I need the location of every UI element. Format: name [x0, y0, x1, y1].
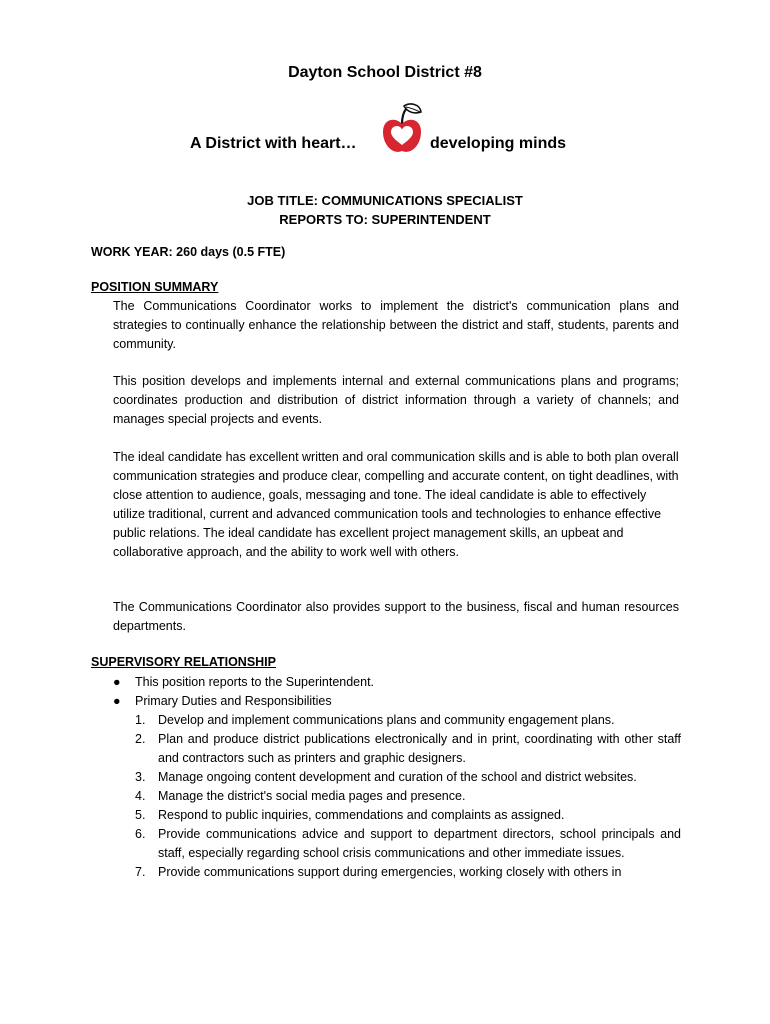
job-title: JOB TITLE: COMMUNICATIONS SPECIALIST — [247, 193, 523, 208]
duty-text: Develop and implement communications plans and community engagement plans. — [158, 713, 615, 727]
job-heading — [0, 191, 770, 229]
duty-number: 3. — [135, 770, 146, 784]
list-item — [91, 673, 681, 692]
apple-heart-logo-icon — [380, 102, 424, 158]
duty-number: 6. — [135, 827, 146, 841]
duties-list — [91, 711, 681, 882]
duty-number: 2. — [135, 732, 146, 746]
duty-item — [91, 863, 681, 882]
list-item — [91, 692, 681, 711]
tagline-right: developing minds — [430, 135, 567, 152]
duty-item — [91, 730, 681, 768]
duty-number: 1. — [135, 713, 146, 727]
tagline — [0, 102, 770, 162]
bullet-icon: ● — [113, 675, 121, 689]
duty-item — [91, 825, 681, 863]
bullet-text: This position reports to the Superintendent. — [135, 675, 375, 689]
duty-item — [91, 711, 681, 730]
duty-item — [91, 768, 681, 787]
reports-to: REPORTS TO: SUPERINTENDENT — [279, 212, 491, 227]
duty-text: Manage the district's social media pages and presence. — [158, 789, 466, 803]
summary-paragraph-4: The Communications Coordinator also provides support to the business, fiscal and human resources departments. — [113, 600, 679, 633]
duty-number: 4. — [135, 789, 146, 803]
duty-number: 7. — [135, 865, 146, 879]
tagline-left: A District with heart… — [190, 135, 357, 152]
duty-item — [91, 787, 681, 806]
bullet-text: Primary Duties and Responsibilities — [135, 694, 332, 708]
supervisory-heading: SUPERVISORY RELATIONSHIP — [91, 655, 276, 669]
duty-text: Provide communications advice and support to department directors, school principals and staff, especially regarding school crisis communications and other immediate issues. — [158, 827, 681, 860]
bullet-icon: ● — [113, 694, 121, 708]
duty-item — [91, 806, 681, 825]
duty-text: Respond to public inquiries, commendations and complaints as assigned. — [158, 808, 565, 822]
duty-text: Manage ongoing content development and curation of the school and district websites. — [158, 770, 637, 784]
duty-number: 5. — [135, 808, 146, 822]
duty-text: Plan and produce district publications electronically and in print, coordinating with other staff and contractors such as printers and graphic designers. — [158, 732, 681, 765]
duty-text: Provide communications support during emergencies, working closely with others in — [158, 865, 622, 879]
supervisory-list — [91, 673, 681, 882]
district-title: Dayton School District #8 — [288, 64, 482, 81]
position-summary-heading: POSITION SUMMARY — [91, 280, 219, 294]
summary-paragraph-1: The Communications Coordinator works to implement the district's communication plans and strategies to continually enhance the relationship between the district and staff, students, parents and community. — [113, 299, 679, 351]
work-year: WORK YEAR: 260 days (0.5 FTE) — [91, 245, 286, 259]
summary-paragraph-2: This position develops and implements internal and external communications plans and programs; coordinates production and distribution of district information through a variety of channels; and manages special projects and events. — [113, 374, 679, 426]
summary-paragraph-3: The ideal candidate has excellent written and oral communication skills and is able to both plan overall communication strategies and produce clear, compelling and accurate content, on tight deadlines, with close attention to audience, goals, messaging and tone. The ideal candidate is able to effectively utilize traditional, current and advanced communication tools and technologies to enhance effective public relations. The ideal candidate has excellent project management skills, an upbeat and collaborative approach, and the ability to work well with others. — [113, 450, 679, 559]
